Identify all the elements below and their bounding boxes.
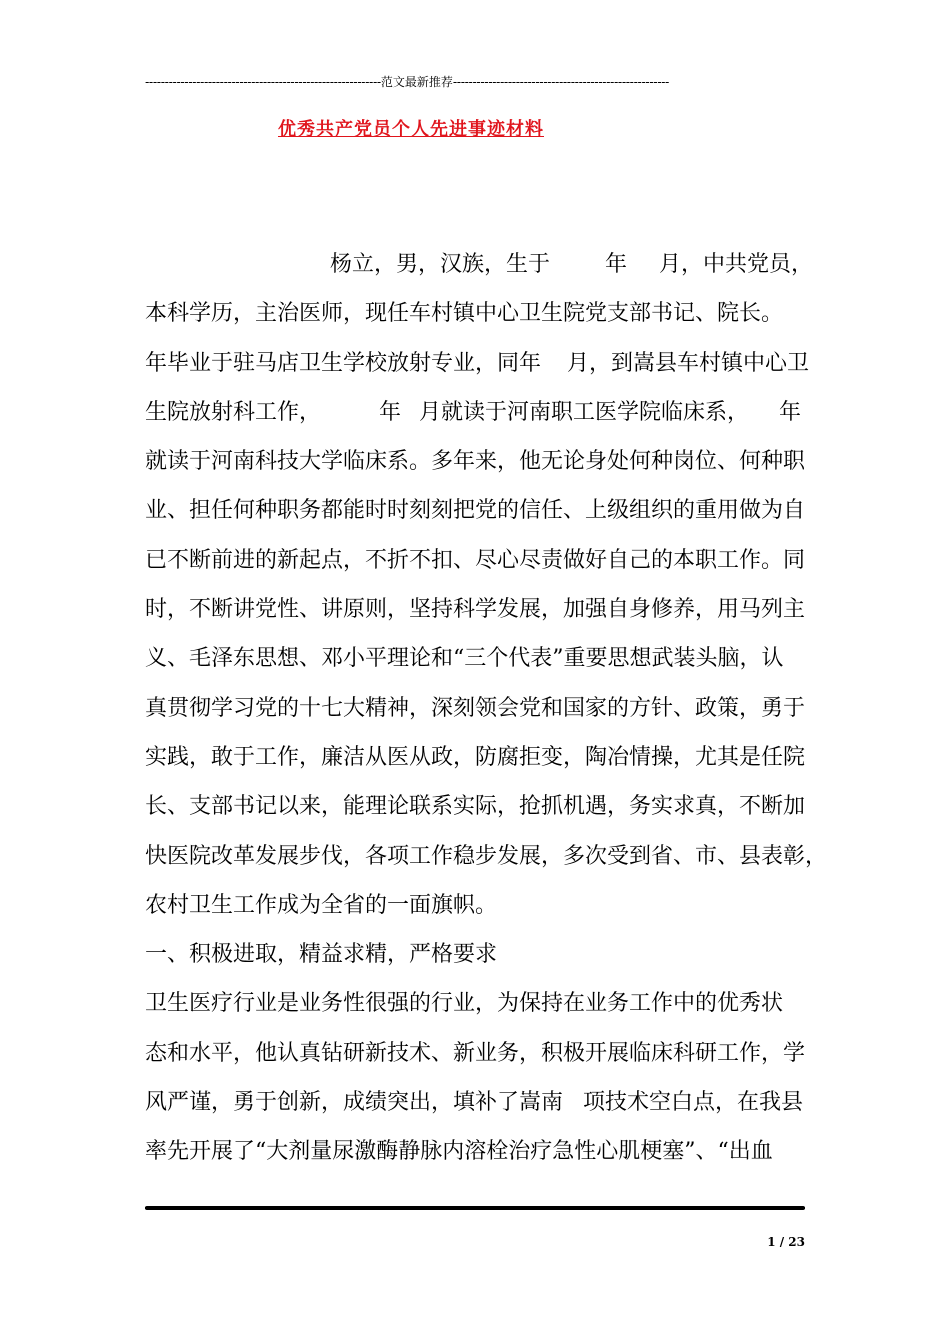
document-title: 优秀共产党员个人先进事迹材料 <box>278 119 544 140</box>
text-segment: 就读于河南科技大学临床系。多年来，他无论身处何种岗位、何种职 <box>145 449 806 475</box>
text-segment: 年毕业于驻马店卫生学校放射专业，同年 <box>145 350 542 376</box>
text-line <box>145 979 805 1028</box>
text-segment: 月，到嵩县车村镇中心卫 <box>567 350 810 376</box>
text-segment: 风严谨，勇于创新，成绩突出，填补了嵩南 <box>145 1090 564 1116</box>
text-segment: 态和水平，他认真钻研新技术、新业务，积极开展临床科研工作，学 <box>145 1040 806 1066</box>
text-segment: 快医院改革发展步伐，各项工作稳步发展，多次受到省、市、县表彰， <box>145 843 828 869</box>
text-segment: 杨立，男，汉族，生于 <box>330 252 551 277</box>
text-line <box>145 782 805 831</box>
text-segment: 率先开展了“大剂量尿激酶静脉内溶栓治疗急性心肌梗塞”、“出血 <box>145 1139 773 1165</box>
text-line <box>145 437 805 486</box>
text-segment: 一、积极进取，精益求精，严格要求 <box>145 942 498 968</box>
text-segment: 卫生医疗行业是业务性很强的行业，为保持在业务工作中的优秀状 <box>145 991 784 1017</box>
text-segment: 已不断前进的新起点，不折不扣、尽心尽责做好自己的本职工作。同 <box>145 547 806 573</box>
text-segment: 长、支部书记以来，能理论联系实际，抢抓机遇，务实求真，不断加 <box>145 794 806 820</box>
text-segment: 真贯彻学习党的十七大精神，深刻领会党和国家的方针、政策，勇于 <box>145 695 806 721</box>
text-line <box>145 733 805 782</box>
text-line <box>145 881 805 930</box>
text-segment: 月就读于河南职工医学院临床系， <box>419 399 750 425</box>
document-body <box>145 240 828 1177</box>
header-label: 范文最新推荐 <box>380 75 453 89</box>
text-line <box>145 930 805 979</box>
text-segment: 年 <box>379 399 402 425</box>
text-segment: 项技术空白点，在我县 <box>583 1090 804 1116</box>
text-line <box>145 585 805 634</box>
header-dashes-right: ------------------------------------------------------- <box>452 75 669 89</box>
text-line <box>145 486 805 535</box>
text-segment: 年 <box>779 399 802 425</box>
footer-rule <box>145 1206 805 1210</box>
text-segment: 时，不断讲党性、讲原则，坚持科学发展，加强自身修养，用马列主 <box>145 597 806 623</box>
text-line <box>145 1078 805 1127</box>
text-segment: 生院放射科工作， <box>145 399 322 425</box>
text-segment: 实践，敢于工作，廉洁从医从政，防腐拒变，陶冶情操，尤其是任院 <box>145 744 806 770</box>
text-line <box>145 832 828 881</box>
text-line <box>145 1029 805 1078</box>
page-number: 1 / 23 <box>767 1235 805 1249</box>
text-line <box>145 240 814 289</box>
text-segment: 本科学历，主治医师，现任车村镇中心卫生院党支部书记、院长。 <box>145 301 784 327</box>
text-line <box>145 339 810 388</box>
text-segment: 年 <box>605 252 628 277</box>
text-line <box>145 634 805 683</box>
text-line <box>145 684 805 733</box>
text-line <box>145 289 805 338</box>
text-line <box>145 536 805 585</box>
header-dashes-left: ------------------------------------------------------------ <box>145 75 381 89</box>
text-segment: 农村卫生工作成为全省的一面旗帜。 <box>145 892 498 918</box>
text-segment: 月，中共党员， <box>659 252 814 277</box>
text-segment: 义、毛泽东思想、邓小平理论和“三个代表”重要思想武装头脑，认 <box>145 646 784 672</box>
text-line <box>145 1127 805 1176</box>
text-segment: 业、担任何种职务都能时时刻刻把党的信任、上级组织的重用做为自 <box>145 498 806 524</box>
page-header <box>145 74 795 90</box>
text-line <box>145 388 805 437</box>
